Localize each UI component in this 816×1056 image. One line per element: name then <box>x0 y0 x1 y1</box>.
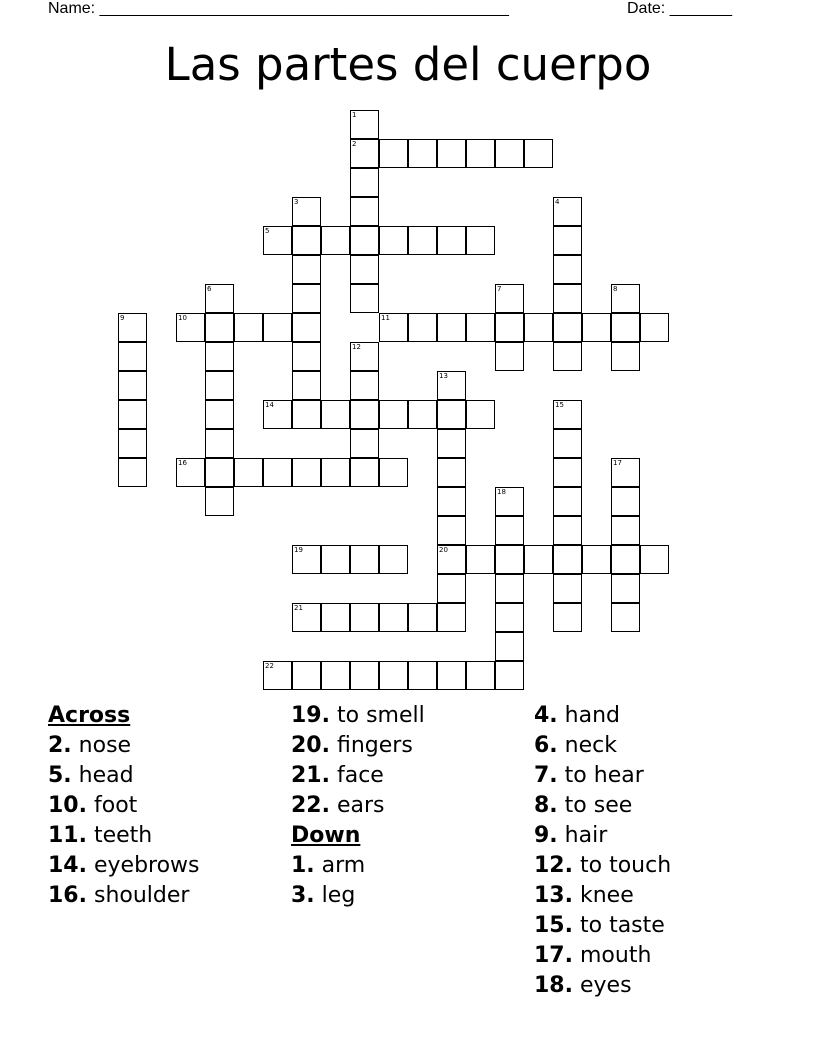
date-line: Date: _______ <box>627 0 732 17</box>
grid-cell[interactable] <box>263 458 292 487</box>
clue-item <box>48 731 200 761</box>
clue-item-number: 9. <box>534 823 558 848</box>
clue-item-number: 19. <box>291 703 330 728</box>
clue-item-text: foot <box>93 793 138 818</box>
clue-item-number: 17. <box>534 943 573 968</box>
grid-cell[interactable] <box>611 545 640 574</box>
grid-cell[interactable] <box>408 603 437 632</box>
grid-cell[interactable] <box>437 226 466 255</box>
clue-number: 1 <box>352 111 357 119</box>
clue-item-number: 18. <box>534 973 573 998</box>
grid-cell[interactable] <box>408 226 437 255</box>
grid-cell[interactable] <box>611 487 640 516</box>
grid-cell[interactable] <box>350 545 379 574</box>
grid-cell[interactable] <box>292 255 321 284</box>
grid-cell[interactable] <box>495 545 524 574</box>
grid-cell[interactable] <box>495 284 524 313</box>
clue-heading <box>48 701 200 731</box>
clue-number: 15 <box>555 401 564 409</box>
clue-item-number: 1. <box>291 853 315 878</box>
grid-cell[interactable] <box>437 516 466 545</box>
grid-cell[interactable] <box>553 226 582 255</box>
clue-item-text: shoulder <box>93 883 190 908</box>
clue-item-number: 11. <box>48 823 87 848</box>
clue-item <box>534 701 671 731</box>
grid-cell[interactable] <box>611 458 640 487</box>
grid-cell[interactable] <box>350 603 379 632</box>
grid-cell[interactable] <box>292 545 321 574</box>
grid-cell[interactable] <box>379 545 408 574</box>
clue-item <box>291 881 425 911</box>
grid-cell[interactable] <box>350 226 379 255</box>
grid-cell[interactable] <box>495 632 524 661</box>
clue-number: 21 <box>294 604 303 612</box>
grid-cell[interactable] <box>176 313 205 342</box>
grid-cell[interactable] <box>118 429 147 458</box>
grid-cell[interactable] <box>292 284 321 313</box>
grid-cell[interactable] <box>292 661 321 690</box>
grid-cell[interactable] <box>437 429 466 458</box>
grid-cell[interactable] <box>118 400 147 429</box>
clue-item-number: 14. <box>48 853 87 878</box>
grid-cell[interactable] <box>553 400 582 429</box>
clue-item-number: 8. <box>534 793 558 818</box>
clue-item-text: ears <box>336 793 385 818</box>
grid-cell[interactable] <box>350 168 379 197</box>
grid-cell[interactable] <box>524 139 553 168</box>
clue-item-text: eyebrows <box>93 853 200 878</box>
clue-item-text: knee <box>579 883 634 908</box>
clue-number: 4 <box>555 198 560 206</box>
clue-item <box>534 911 671 941</box>
grid-cell[interactable] <box>379 313 408 342</box>
clue-item <box>291 851 425 881</box>
grid-cell[interactable] <box>437 139 466 168</box>
clue-number: 11 <box>381 314 390 322</box>
clue-item-text: hand <box>564 703 621 728</box>
grid-cell[interactable] <box>379 226 408 255</box>
clue-number: 9 <box>120 314 125 322</box>
grid-cell[interactable] <box>263 400 292 429</box>
grid-cell[interactable] <box>321 545 350 574</box>
grid-cell[interactable] <box>292 342 321 371</box>
clue-number: 12 <box>352 343 361 351</box>
grid-cell[interactable] <box>437 574 466 603</box>
grid-cell[interactable] <box>582 545 611 574</box>
grid-cell[interactable] <box>263 226 292 255</box>
clue-column-1 <box>48 701 200 911</box>
clue-item <box>534 731 671 761</box>
clue-item <box>534 881 671 911</box>
grid-cell[interactable] <box>466 400 495 429</box>
clue-item-number: 15. <box>534 913 573 938</box>
grid-cell[interactable] <box>292 226 321 255</box>
grid-cell[interactable] <box>408 313 437 342</box>
grid-cell[interactable] <box>350 197 379 226</box>
grid-cell[interactable] <box>350 429 379 458</box>
grid-cell[interactable] <box>466 226 495 255</box>
clue-item <box>534 791 671 821</box>
grid-cell[interactable] <box>611 313 640 342</box>
grid-cell[interactable] <box>350 342 379 371</box>
clue-item <box>48 881 200 911</box>
grid-cell[interactable] <box>205 313 234 342</box>
grid-cell[interactable] <box>205 487 234 516</box>
clue-item-number: 16. <box>48 883 87 908</box>
grid-cell[interactable] <box>379 400 408 429</box>
clue-number: 16 <box>178 459 187 467</box>
grid-cell[interactable] <box>205 458 234 487</box>
clue-item <box>291 791 425 821</box>
grid-cell[interactable] <box>205 284 234 313</box>
grid-cell[interactable] <box>205 429 234 458</box>
clue-number: 17 <box>613 459 622 467</box>
clue-item-number: 20. <box>291 733 330 758</box>
clue-item <box>48 791 200 821</box>
grid-cell[interactable] <box>640 313 669 342</box>
clue-item <box>534 971 671 1001</box>
grid-cell[interactable] <box>118 342 147 371</box>
clue-item-number: 22. <box>291 793 330 818</box>
page-title: Las partes del cuerpo <box>164 38 652 91</box>
grid-cell[interactable] <box>553 255 582 284</box>
grid-cell[interactable] <box>292 603 321 632</box>
grid-cell[interactable] <box>292 313 321 342</box>
clue-item <box>48 851 200 881</box>
grid-cell[interactable] <box>553 429 582 458</box>
grid-cell[interactable] <box>350 661 379 690</box>
grid-cell[interactable] <box>466 661 495 690</box>
grid-cell[interactable] <box>437 371 466 400</box>
grid-cell[interactable] <box>205 342 234 371</box>
clue-item-number: 12. <box>534 853 573 878</box>
grid-cell[interactable] <box>553 284 582 313</box>
clue-item-text: to hear <box>564 763 644 788</box>
grid-cell[interactable] <box>611 574 640 603</box>
grid-cell[interactable] <box>321 661 350 690</box>
clue-item-text: leg <box>321 883 356 908</box>
clue-number: 18 <box>497 488 506 496</box>
clue-item <box>534 821 671 851</box>
grid-cell[interactable] <box>553 603 582 632</box>
grid-cell[interactable] <box>553 197 582 226</box>
clue-number: 8 <box>613 285 618 293</box>
clue-number: 19 <box>294 546 303 554</box>
clue-heading-label: Down <box>291 823 361 848</box>
grid-cell[interactable] <box>205 400 234 429</box>
clue-item-number: 21. <box>291 763 330 788</box>
clue-number: 3 <box>294 198 299 206</box>
grid-cell[interactable] <box>205 371 234 400</box>
clue-item-text: arm <box>321 853 366 878</box>
grid-cell[interactable] <box>176 458 205 487</box>
grid-cell[interactable] <box>495 574 524 603</box>
clue-item <box>291 701 425 731</box>
clue-item-text: fingers <box>336 733 413 758</box>
clue-number: 2 <box>352 140 357 148</box>
clue-item <box>534 761 671 791</box>
clue-item-number: 6. <box>534 733 558 758</box>
grid-cell[interactable] <box>495 603 524 632</box>
grid-cell[interactable] <box>553 342 582 371</box>
grid-cell[interactable] <box>611 516 640 545</box>
grid-cell[interactable] <box>553 487 582 516</box>
clue-heading <box>291 821 425 851</box>
clue-item-text: eyes <box>579 973 632 998</box>
grid-cell[interactable] <box>466 139 495 168</box>
clue-number: 20 <box>439 546 448 554</box>
grid-cell[interactable] <box>408 400 437 429</box>
grid-cell[interactable] <box>466 313 495 342</box>
clue-item <box>291 761 425 791</box>
clue-item <box>48 821 200 851</box>
grid-cell[interactable] <box>553 545 582 574</box>
clue-item-number: 4. <box>534 703 558 728</box>
clue-item-text: hair <box>564 823 608 848</box>
clue-item-number: 13. <box>534 883 573 908</box>
clue-item-number: 7. <box>534 763 558 788</box>
clue-item <box>534 941 671 971</box>
grid-cell[interactable] <box>234 458 263 487</box>
grid-cell[interactable] <box>379 661 408 690</box>
grid-cell[interactable] <box>379 458 408 487</box>
grid-cell[interactable] <box>611 603 640 632</box>
grid-cell[interactable] <box>292 371 321 400</box>
clue-item-text: head <box>78 763 134 788</box>
grid-cell[interactable] <box>292 400 321 429</box>
grid-cell[interactable] <box>263 661 292 690</box>
grid-cell[interactable] <box>437 400 466 429</box>
clue-item-number: 5. <box>48 763 72 788</box>
grid-cell[interactable] <box>350 255 379 284</box>
grid-cell[interactable] <box>350 110 379 139</box>
grid-cell[interactable] <box>553 516 582 545</box>
clue-item-text: face <box>336 763 384 788</box>
clue-item-text: neck <box>564 733 617 758</box>
grid-cell[interactable] <box>321 226 350 255</box>
clue-number: 22 <box>265 662 274 670</box>
grid-cell[interactable] <box>118 313 147 342</box>
clue-item-number: 10. <box>48 793 87 818</box>
grid-cell[interactable] <box>379 139 408 168</box>
grid-cell[interactable] <box>350 139 379 168</box>
grid-cell[interactable] <box>118 458 147 487</box>
clue-item-text: teeth <box>93 823 153 848</box>
grid-cell[interactable] <box>611 284 640 313</box>
grid-cell[interactable] <box>582 313 611 342</box>
grid-cell[interactable] <box>350 458 379 487</box>
grid-cell[interactable] <box>321 603 350 632</box>
clue-item-text: to touch <box>579 853 672 878</box>
grid-cell[interactable] <box>437 487 466 516</box>
grid-cell[interactable] <box>263 313 292 342</box>
grid-cell[interactable] <box>292 458 321 487</box>
clue-item <box>534 851 671 881</box>
clue-column-2 <box>291 701 425 911</box>
clue-number: 14 <box>265 401 274 409</box>
grid-cell[interactable] <box>553 574 582 603</box>
clue-item-text: nose <box>78 733 132 758</box>
grid-cell[interactable] <box>321 400 350 429</box>
clue-column-3 <box>534 701 671 1001</box>
grid-cell[interactable] <box>408 139 437 168</box>
grid-cell[interactable] <box>437 458 466 487</box>
grid-cell[interactable] <box>437 313 466 342</box>
grid-cell[interactable] <box>350 284 379 313</box>
clue-item-text: to smell <box>336 703 425 728</box>
grid-cell[interactable] <box>640 545 669 574</box>
grid-cell[interactable] <box>292 197 321 226</box>
grid-cell[interactable] <box>437 603 466 632</box>
clue-item-text: to see <box>564 793 633 818</box>
grid-cell[interactable] <box>408 661 437 690</box>
clue-item <box>291 731 425 761</box>
grid-cell[interactable] <box>495 139 524 168</box>
grid-cell[interactable] <box>495 487 524 516</box>
grid-cell[interactable] <box>553 313 582 342</box>
grid-cell[interactable] <box>437 545 466 574</box>
clue-item-text: mouth <box>579 943 652 968</box>
grid-cell[interactable] <box>466 545 495 574</box>
grid-cell[interactable] <box>321 458 350 487</box>
grid-cell[interactable] <box>437 661 466 690</box>
grid-cell[interactable] <box>495 661 524 690</box>
clue-number: 13 <box>439 372 448 380</box>
grid-cell[interactable] <box>524 545 553 574</box>
grid-cell[interactable] <box>495 516 524 545</box>
clue-item <box>48 761 200 791</box>
grid-cell[interactable] <box>234 313 263 342</box>
grid-cell[interactable] <box>350 371 379 400</box>
grid-cell[interactable] <box>379 603 408 632</box>
clue-item-number: 3. <box>291 883 315 908</box>
grid-cell[interactable] <box>611 342 640 371</box>
grid-cell[interactable] <box>118 371 147 400</box>
clue-item-number: 2. <box>48 733 72 758</box>
clue-item-text: to taste <box>579 913 665 938</box>
clue-number: 7 <box>497 285 502 293</box>
grid-cell[interactable] <box>350 400 379 429</box>
clue-number: 10 <box>178 314 187 322</box>
name-line: Name: ______________________________________________ <box>48 0 509 17</box>
grid-cell[interactable] <box>495 313 524 342</box>
grid-cell[interactable] <box>524 313 553 342</box>
grid-cell[interactable] <box>553 458 582 487</box>
clue-number: 5 <box>265 227 270 235</box>
clue-heading-label: Across <box>48 703 131 728</box>
clue-number: 6 <box>207 285 212 293</box>
grid-cell[interactable] <box>495 342 524 371</box>
